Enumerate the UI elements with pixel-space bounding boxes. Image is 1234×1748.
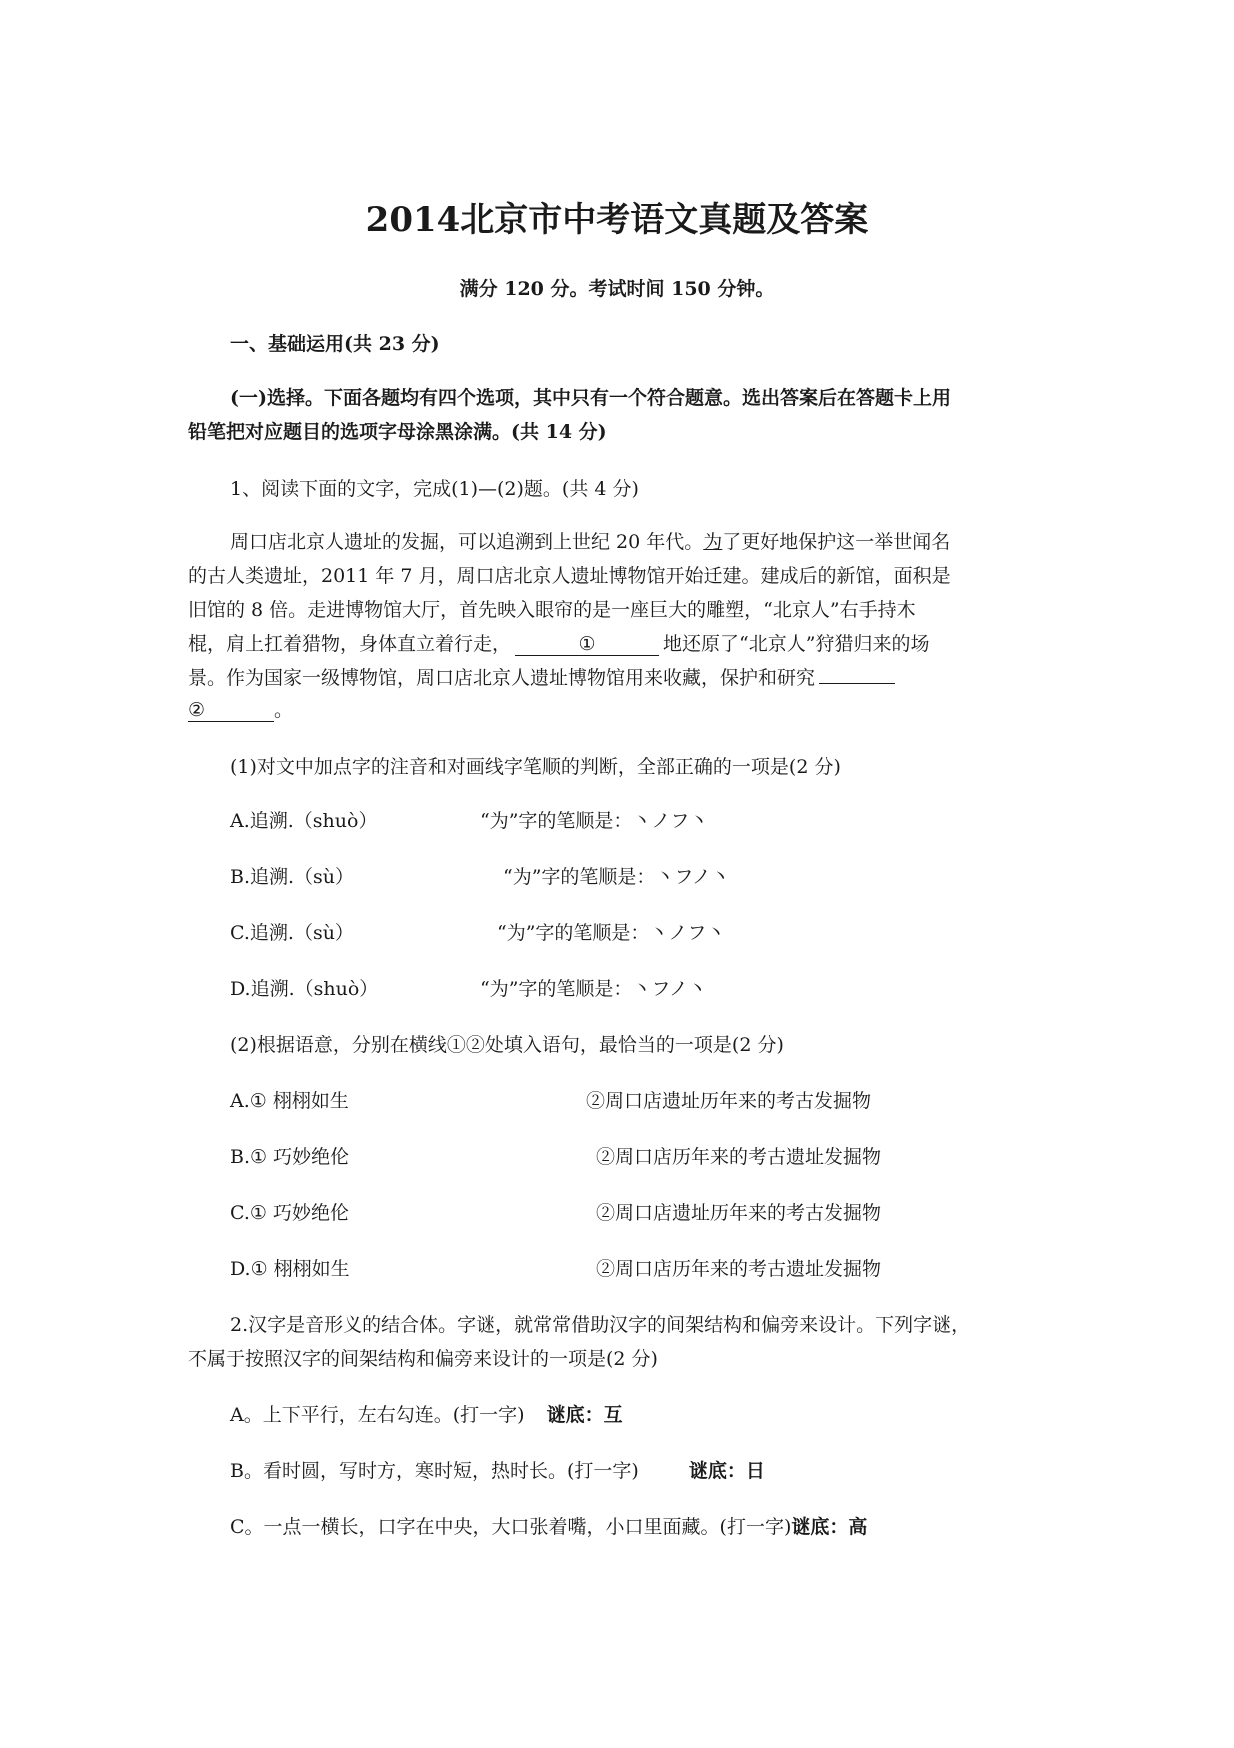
passage-text: 了更好地保护这一举世闻名 xyxy=(722,531,951,553)
riddle-text: C。一点一横长，口字在中央，大口张着嘴，小口里面藏。(打一字) xyxy=(230,1516,792,1538)
q1-1-option-d-left: D.追溯.（shuò） xyxy=(230,978,379,1000)
q1-2-option-b-right: ②周口店历年来的考古遗址发掘物 xyxy=(596,1146,882,1168)
blank-2-start xyxy=(819,683,895,684)
q1-2-option-c-left: C.① 巧妙绝伦 xyxy=(230,1202,349,1224)
passage-text: 棍，肩上扛着猎物，身体直立着行走， xyxy=(188,633,512,655)
passage-text: 景。作为国家一级博物馆，周口店北京人遗址博物馆用来收藏，保护和研究 xyxy=(188,667,816,689)
q1-1-option-a-right: “为”字的笔顺是：丶ノフ丶 xyxy=(480,810,709,832)
q1-1-option-c-right: “为”字的笔顺是：丶ノフ丶 xyxy=(497,922,726,944)
section-instruction-line2: 铅笔把对应题目的选项字母涂黑涂满。(共 14 分) xyxy=(188,421,607,443)
passage-line-1 xyxy=(230,529,950,555)
passage-text: 周口店北京人遗址的发掘，可以追溯到上世纪 20 年代。 xyxy=(230,531,704,553)
q1-1-option-b-left: B.追溯.（sù） xyxy=(230,866,355,888)
section-instruction-line1 xyxy=(230,385,1042,411)
answer-label: 谜底： xyxy=(688,1460,746,1482)
q2-option-a xyxy=(230,1402,623,1428)
passage-text: 地还原了“北京人”狩猎归来的场 xyxy=(663,633,930,655)
passage-line-5 xyxy=(188,665,895,691)
underlined-char: 为 xyxy=(703,531,723,553)
question-2-stem-line2: 不属于按照汉字的间架结构和偏旁来设计的一项是(2 分) xyxy=(188,1348,658,1370)
question-1-1-stem: (1)对文中加点字的注音和对画线字笔顺的判断，全部正确的一项是(2 分) xyxy=(230,756,841,778)
blank-1: ① xyxy=(515,633,659,656)
passage-line-2: 的古人类遗址，2011 年 7 月，周口店北京人遗址博物馆开始迁建。建成后的新馆，面积是 xyxy=(188,565,951,587)
answer-value: 日 xyxy=(745,1460,765,1482)
instruction-text: (一)选择。下面各题均有四个选项，其中只有一个符合题意。选出答案后在答题卡上用 xyxy=(230,387,951,409)
q1-1-option-c-left: C.追溯.（sù） xyxy=(230,922,354,944)
answer-label: 谜底： xyxy=(791,1516,849,1538)
question-2-stem-line1: 2.汉字是音形义的结合体。字谜，就常常借助汉字的间架结构和偏旁来设计。下列字谜， xyxy=(230,1314,971,1336)
exam-info: 满分 120 分。考试时间 150 分钟。 xyxy=(459,278,775,300)
q1-2-option-d-left: D.① 栩栩如生 xyxy=(230,1258,350,1280)
answer-value: 互 xyxy=(603,1404,623,1426)
passage-line-3: 旧馆的 8 倍。走进博物馆大厅，首先映入眼帘的是一座巨大的雕塑，“北京人”右手持木 xyxy=(188,599,916,621)
q1-2-option-c-right: ②周口店遗址历年来的考古发掘物 xyxy=(596,1202,882,1224)
riddle-text: A。上下平行，左右勾连。(打一字) xyxy=(230,1404,525,1426)
q2-option-c xyxy=(230,1514,867,1540)
q1-2-option-a-right: ②周口店遗址历年来的考古发掘物 xyxy=(586,1090,872,1112)
answer-label: 谜底： xyxy=(546,1404,604,1426)
question-1-stem: 1、阅读下面的文字，完成(1)—(2)题。(共 4 分) xyxy=(230,478,639,500)
riddle-text: B。看时圆，写时方，寒时短，热时长。(打一字) xyxy=(230,1460,639,1482)
q1-2-option-b-left: B.① 巧妙绝伦 xyxy=(230,1146,350,1168)
page-title: 2014北京市中考语文真题及答案 xyxy=(365,200,869,240)
passage-line-4 xyxy=(188,631,929,657)
q1-2-option-a-left: A.① 栩栩如生 xyxy=(230,1090,349,1112)
answer-value: 高 xyxy=(848,1516,868,1538)
blank-2: ② xyxy=(188,699,274,722)
q1-2-option-d-right: ②周口店历年来的考古遗址发掘物 xyxy=(596,1258,882,1280)
section-heading: 一、基础运用(共 23 分) xyxy=(230,333,440,355)
q1-1-option-b-right: “为”字的笔顺是：丶フノ丶 xyxy=(503,866,730,888)
q2-option-b xyxy=(230,1458,765,1484)
passage-line-6 xyxy=(188,697,293,723)
q1-1-option-d-right: “为”字的笔顺是：丶フノ丶 xyxy=(480,978,707,1000)
question-1-2-stem: (2)根据语意，分别在横线①②处填入语句，最恰当的一项是(2 分) xyxy=(230,1034,784,1056)
q1-1-option-a-left: A.追溯.（shuò） xyxy=(230,810,378,832)
passage-text: 。 xyxy=(274,699,294,721)
